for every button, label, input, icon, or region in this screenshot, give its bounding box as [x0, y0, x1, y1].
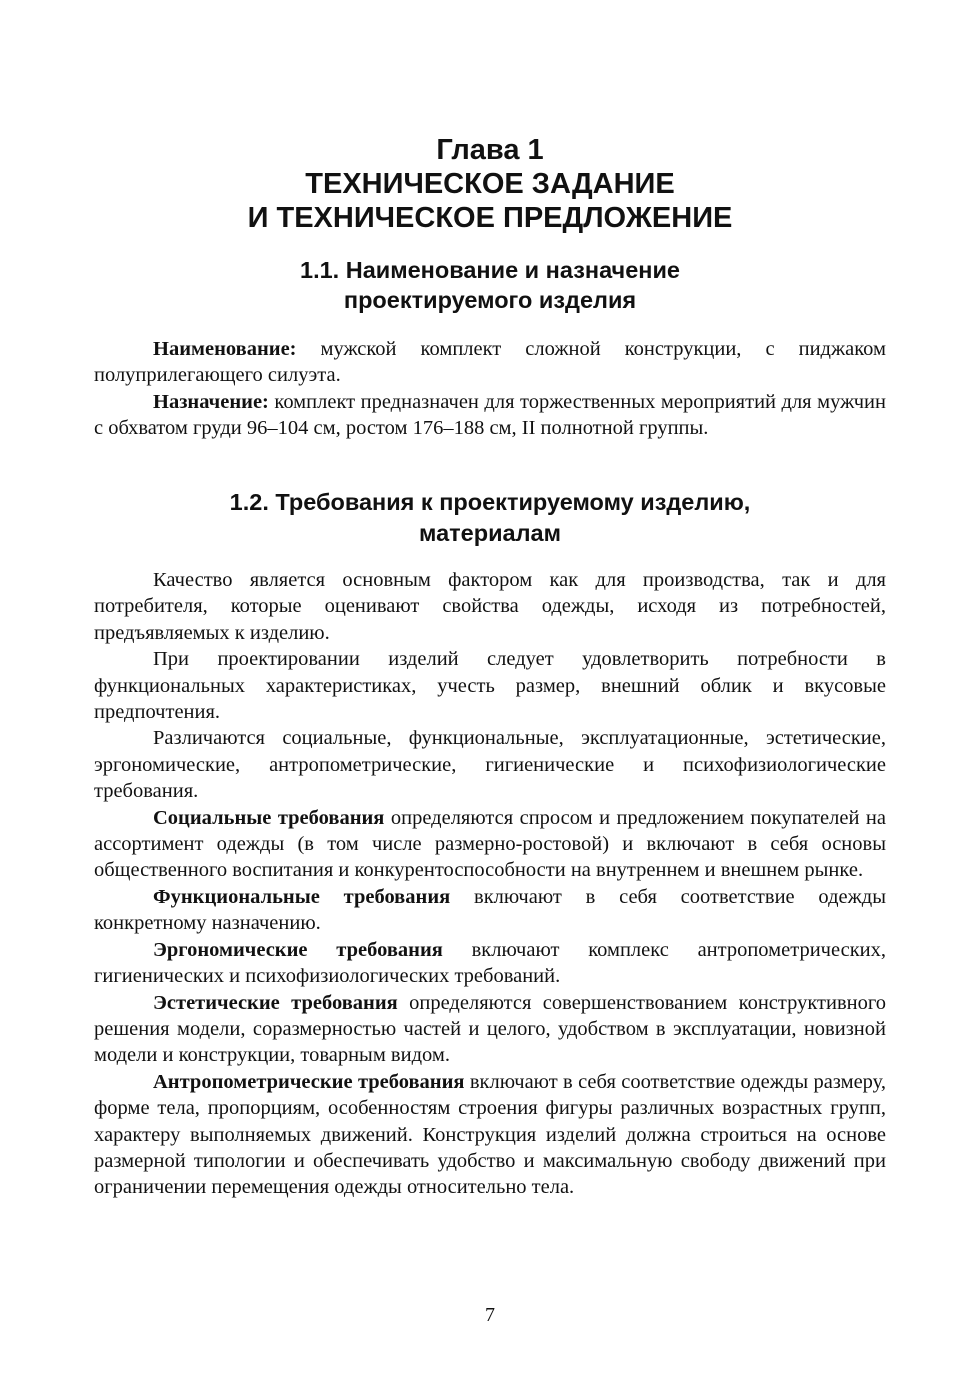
section-1-1-heading-line-2: проектируемого изделия — [343, 287, 637, 313]
paragraph-text: включают в себя соответствие одежды конкретному назначению. — [94, 885, 886, 935]
paragraph-text: Качество является основным фактором как для производства, так и для потребителя, которые оценивают свойства одежды, исходя из потребностей, предъявляемых к изделию. — [94, 569, 886, 644]
paragraph-lead: Антропометрические требования — [153, 1070, 465, 1093]
paragraph-lead: Эргономические требования — [153, 938, 443, 961]
section-1-2-heading-line-1: 1.2. Требования к проектируемому изделию, — [229, 489, 751, 515]
section-1-1-heading-line-1: 1.1. Наименование и назначение — [300, 257, 680, 283]
paragraph-design — [94, 646, 886, 725]
paragraph-text: определяются спросом и предложением покупателей на ассортимент одежды (в том числе размерно-ростовой) и включают в себя основы общественного воспитания и конкурентоспособности на внутреннем и внешнем рынке. — [94, 806, 886, 882]
paragraph-lead: Функциональные требования — [153, 885, 451, 908]
paragraph-text: комплект предназначен для торжественных мероприятий для мужчин с обхватом груди 96–104 см, ростом 176–188 см, II полнотной группы. — [94, 390, 886, 440]
paragraph-lead: Эстетические требования — [153, 991, 398, 1014]
page-number: 7 — [485, 1304, 495, 1326]
paragraph-text: определяются совершенствованием конструктивного решения модели, соразмерностью частей и целого, удобством в эксплуатации, новизной модели и конструкции, товарным видом. — [94, 991, 887, 1067]
section-1-2-body — [94, 567, 886, 1201]
chapter-label: Глава 1 — [436, 134, 544, 166]
paragraph-lead: Назначение: — [153, 390, 269, 413]
paragraph-functional — [94, 884, 886, 937]
paragraph-lead: Социальные требования — [153, 806, 385, 829]
paragraph-text: включают в себя соответствие одежды размеру, форме тела, пропорциям, особенностям строения фигуры различных возрастных групп, характеру выполняемых движений. Конструкция изделий должна строиться на основе размерной типологии и обеспечивать удобство и максимальную свободу движений при ограничении перемещения одежды относительно тела. — [94, 1070, 886, 1199]
paragraph-requirement-types — [94, 725, 886, 804]
paragraph-text: мужской комплект сложной конструкции, с пиджаком полуприлегающего силуэта. — [94, 338, 886, 387]
paragraph-social — [94, 805, 886, 884]
section-1-2-heading-line-2: материалам — [419, 520, 561, 546]
paragraph-anthropometric — [94, 1069, 886, 1201]
chapter-title-line-2: И ТЕХНИЧЕСКОЕ ПРЕДЛОЖЕНИЕ — [247, 202, 733, 234]
paragraph-name — [94, 336, 886, 389]
paragraph-ergonomic — [94, 937, 886, 990]
paragraph-aesthetic — [94, 990, 886, 1069]
paragraph-text: включают комплекс антропометрических, гигиенических и психофизиологических требований. — [94, 938, 886, 988]
paragraph-text: Различаются социальные, функциональные, эксплуатационные, эстетические, эргономические, антропометрические, гигиенические и психофизиологические требования. — [94, 727, 886, 803]
section-1-1-body — [94, 336, 886, 442]
paragraph-lead: Наименование: — [153, 338, 297, 360]
paragraph-text: При проектировании изделий следует удовлетворить потребности в функциональных характеристиках, учесть размер, внешний облик и вкусовые предпочтения. — [94, 648, 886, 724]
chapter-title-line-1: ТЕХНИЧЕСКОЕ ЗАДАНИЕ — [305, 168, 675, 200]
paragraph-purpose — [94, 389, 886, 442]
paragraph-quality — [94, 567, 886, 646]
